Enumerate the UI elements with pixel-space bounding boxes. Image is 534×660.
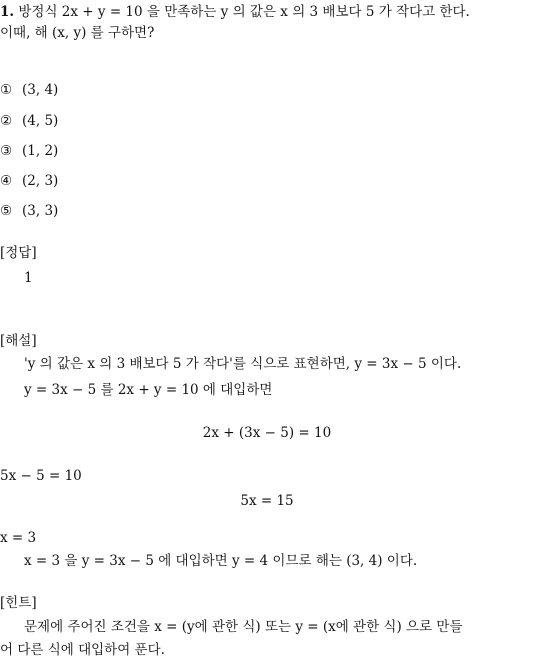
answer-label: [정답]: [0, 245, 37, 261]
explanation-line-3: x = 3 을 y = 3x − 5 에 대입하면 y = 4 이므로 해는 (3, 4) 이다.: [24, 553, 418, 569]
explanation-equation-4: x = 3: [0, 530, 37, 546]
option-5-mark: ⑤: [0, 203, 13, 219]
explanation-equation-1: 2x + (3x − 5) = 10: [202, 425, 332, 441]
option-5-text: (3, 3): [22, 203, 59, 219]
question-text-1: 방정식 2x + y = 10 을 만족하는 y 의 값은 x 의 3 배보다 5 가 작다고 한다.: [18, 4, 470, 20]
option-3-mark: ③: [0, 143, 13, 159]
explanation-line-1: 'y 의 값은 x 의 3 배보다 5 가 작다'를 식으로 표현하면, y = 3x − 5 이다.: [24, 356, 462, 372]
explanation-label: [해설]: [0, 333, 37, 349]
question-line-2: 이때, 해 (x, y) 를 구하면?: [0, 25, 155, 41]
option-1-mark: ①: [0, 82, 13, 98]
hint-line-2: 어 다른 식에 대입하여 푼다.: [0, 642, 165, 658]
question-line-1: [0, 2, 470, 22]
option-5[interactable]: [0, 201, 58, 221]
option-1-text: (3, 4): [22, 82, 59, 98]
option-2-text: (4, 5): [22, 113, 59, 129]
option-4-text: (2, 3): [22, 173, 59, 189]
option-4-mark: ④: [0, 173, 13, 189]
option-1[interactable]: [0, 80, 58, 100]
explanation-equation-3: 5x = 15: [240, 493, 294, 509]
option-2-mark: ②: [0, 113, 13, 129]
option-2[interactable]: [0, 111, 58, 131]
option-3[interactable]: [0, 141, 58, 161]
hint-label: [힌트]: [0, 595, 37, 611]
hint-line-1: 문제에 주어진 조건을 x = (y에 관한 식) 또는 y = (x에 관한 식) 으로 만들: [24, 619, 463, 635]
explanation-equation-2: 5x − 5 = 10: [0, 468, 82, 484]
option-3-text: (1, 2): [22, 143, 59, 159]
question-number: 1.: [0, 4, 15, 20]
answer-value: 1: [24, 270, 33, 286]
explanation-line-2: y = 3x − 5 를 2x + y = 10 에 대입하면: [24, 382, 273, 398]
option-4[interactable]: [0, 171, 58, 191]
